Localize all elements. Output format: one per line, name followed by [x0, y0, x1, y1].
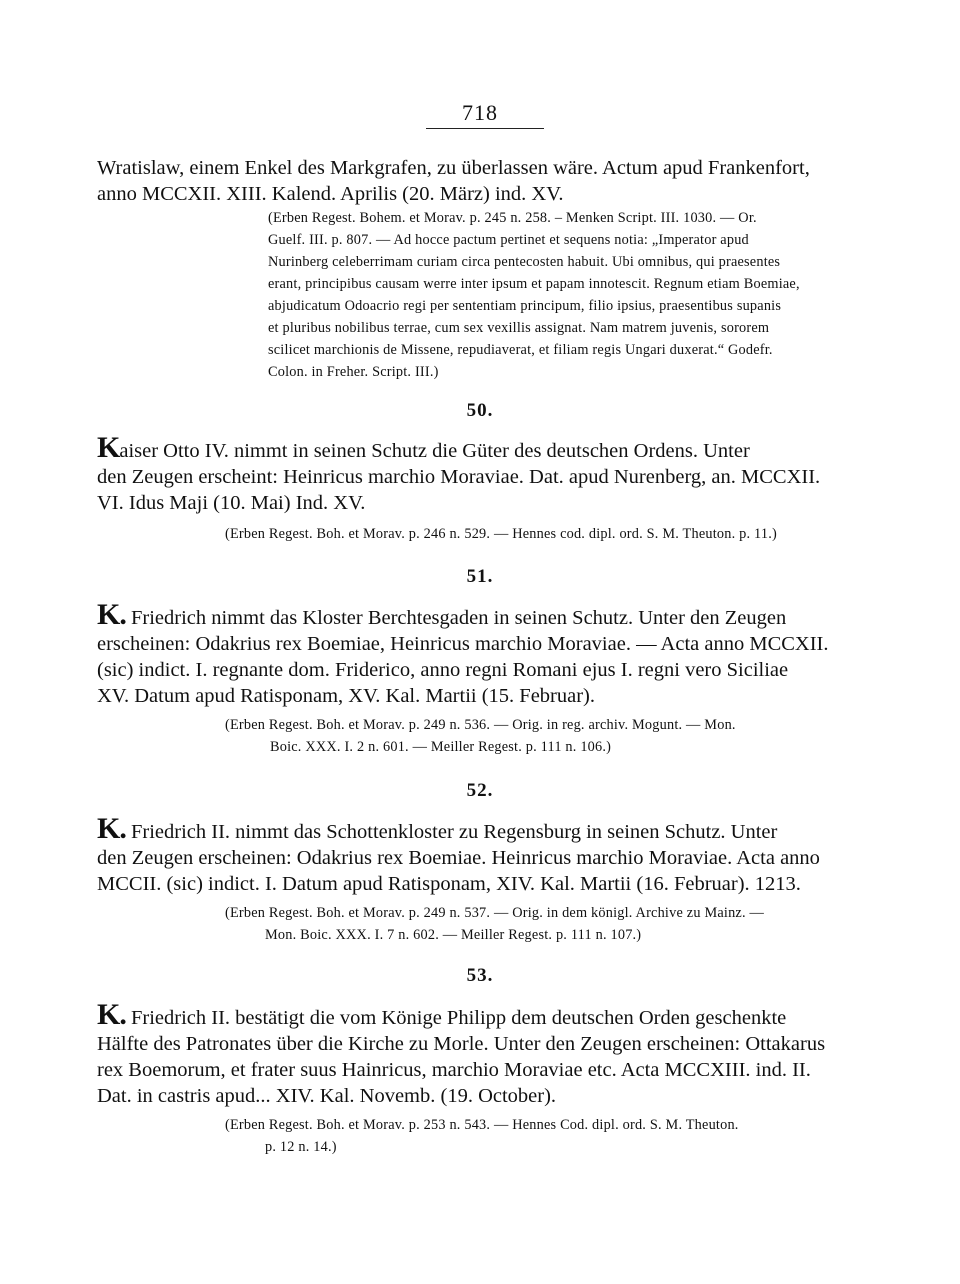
text-line: MCCII. (sic) indict. I. Datum apud Ratisponam, XIV. Kal. Martii (16. Februar). 1213. [97, 873, 801, 895]
note-line: Guelf. III. p. 807. — Ad hocce pactum pertinet et sequens notia: „Imperator apud [268, 232, 749, 248]
text-line: anno MCCXII. XIII. Kalend. Aprilis (20. März) ind. XV. [97, 183, 564, 205]
note-line: Nurinberg celeberrimam curiam circa pentecosten habuit. Ubi omnibus, qui praesentes [268, 254, 781, 270]
entry-text [97, 431, 867, 516]
text-line: Hälfte des Patronates über die Kirche zu Morle. Unter den Zeugen erscheinen: Ottakarus [97, 1033, 826, 1055]
note-line: Mon. Boic. XXX. I. 7 n. 602. — Meiller Regest. p. 111 n. 107.) [265, 927, 642, 943]
text-line: rex Boemorum, et frater suus Hainricus, marchio Moraviae etc. Acta MCCXIII. ind. II. [97, 1059, 811, 1081]
note-line: (Erben Regest. Boh. et Morav. p. 246 n. 529. — Hennes cod. dipl. ord. S. M. Theuton. p. 11.) [225, 526, 777, 542]
text-line: VI. Idus Maji (10. Mai) Ind. XV. [97, 492, 366, 514]
text-line-rest: Friedrich nimmt das Kloster Berchtesgaden in seinen Schutz. Unter den Zeugen [125, 607, 787, 629]
note-line: Colon. in Freher. Script. III.) [268, 364, 439, 380]
entry-text [97, 598, 867, 709]
note-line: Boic. XXX. I. 2 n. 601. — Meiller Regest. p. 111 n. 106.) [270, 739, 612, 755]
initial-letter: K. [97, 812, 126, 845]
entry-number: 50. [466, 400, 494, 421]
header-rule [426, 128, 544, 129]
entry-number: 53. [466, 965, 494, 986]
entry-number: 51. [466, 566, 494, 587]
text-line: den Zeugen erscheinen: Odakrius rex Boemiae. Heinricus marchio Moraviae. Acta anno [97, 847, 820, 869]
text-line: XV. Datum apud Ratisponam, XV. Kal. Martii (15. Februar). [97, 685, 596, 707]
entry-note [225, 1114, 825, 1158]
carryover-text [97, 155, 867, 207]
entry-note [225, 523, 825, 545]
note-line: scilicet marchionis de Missene, repudiaverat, et filiam regis Ungari duxerat.“ Godefr. [268, 342, 773, 358]
text-line: (sic) indict. I. regnante dom. Friderico, anno regni Romani ejus I. regni vero Siciliae [97, 659, 789, 681]
text-line: Dat. in castris apud... XIV. Kal. Novemb. (19. October). [97, 1085, 557, 1107]
initial-letter: K [97, 431, 120, 464]
text-line-rest: Friedrich II. nimmt das Schottenkloster zu Regensburg in seinen Schutz. Unter [125, 821, 778, 843]
initial-letter: K. [97, 598, 126, 631]
note-line: (Erben Regest. Boh. et Morav. p. 249 n. 537. — Orig. in dem königl. Archive zu Mainz. — [225, 905, 765, 921]
text-line [97, 598, 867, 631]
entry-text [97, 998, 867, 1109]
text-line [97, 998, 867, 1031]
page-number: 718 [462, 100, 498, 125]
text-line: erscheinen: Odakrius rex Boemiae, Heinricus marchio Moraviae. — Acta anno MCCXII. [97, 633, 829, 655]
text-line-rest: aiser Otto IV. nimmt in seinen Schutz die Güter des deutschen Ordens. Unter [119, 440, 750, 462]
note-line: et pluribus nobilibus terrae, cum sex vexillis assignat. Nam matrem juvenis, sororem [268, 320, 770, 336]
text-line: Wratislaw, einem Enkel des Markgrafen, zu überlassen wäre. Actum apud Frankenfort, [97, 157, 810, 179]
entry-text [97, 812, 867, 897]
text-line [97, 431, 867, 464]
carryover-note [268, 207, 868, 383]
text-line [97, 812, 867, 845]
text-line-rest: Friedrich II. bestätigt die vom Könige Philipp dem deutschen Orden geschenkte [125, 1007, 787, 1029]
note-line: (Erben Regest. Boh. et Morav. p. 249 n. 536. — Orig. in reg. archiv. Mogunt. — Mon. [225, 717, 736, 733]
text-line: den Zeugen erscheint: Heinricus marchio Moraviae. Dat. apud Nurenberg, an. MCCXII. [97, 466, 821, 488]
note-line: abjudicatum Odoacrio regi per sententiam principum, filio ipsius, praesentibus supanis [268, 298, 782, 314]
entry-number: 52. [466, 780, 494, 801]
note-line: (Erben Regest. Bohem. et Morav. p. 245 n. 258. – Menken Script. III. 1030. — Or. [268, 210, 757, 226]
entry-note [225, 714, 825, 758]
entry-note [225, 902, 825, 946]
note-line: (Erben Regest. Boh. et Morav. p. 253 n. 543. — Hennes Cod. dipl. ord. S. M. Theuton. [225, 1117, 739, 1133]
note-line: p. 12 n. 14.) [265, 1139, 337, 1155]
initial-letter: K. [97, 998, 126, 1031]
note-line: erant, principibus causam werre inter ipsum et papam innotescit. Regnum etiam Boemiae, [268, 276, 800, 292]
